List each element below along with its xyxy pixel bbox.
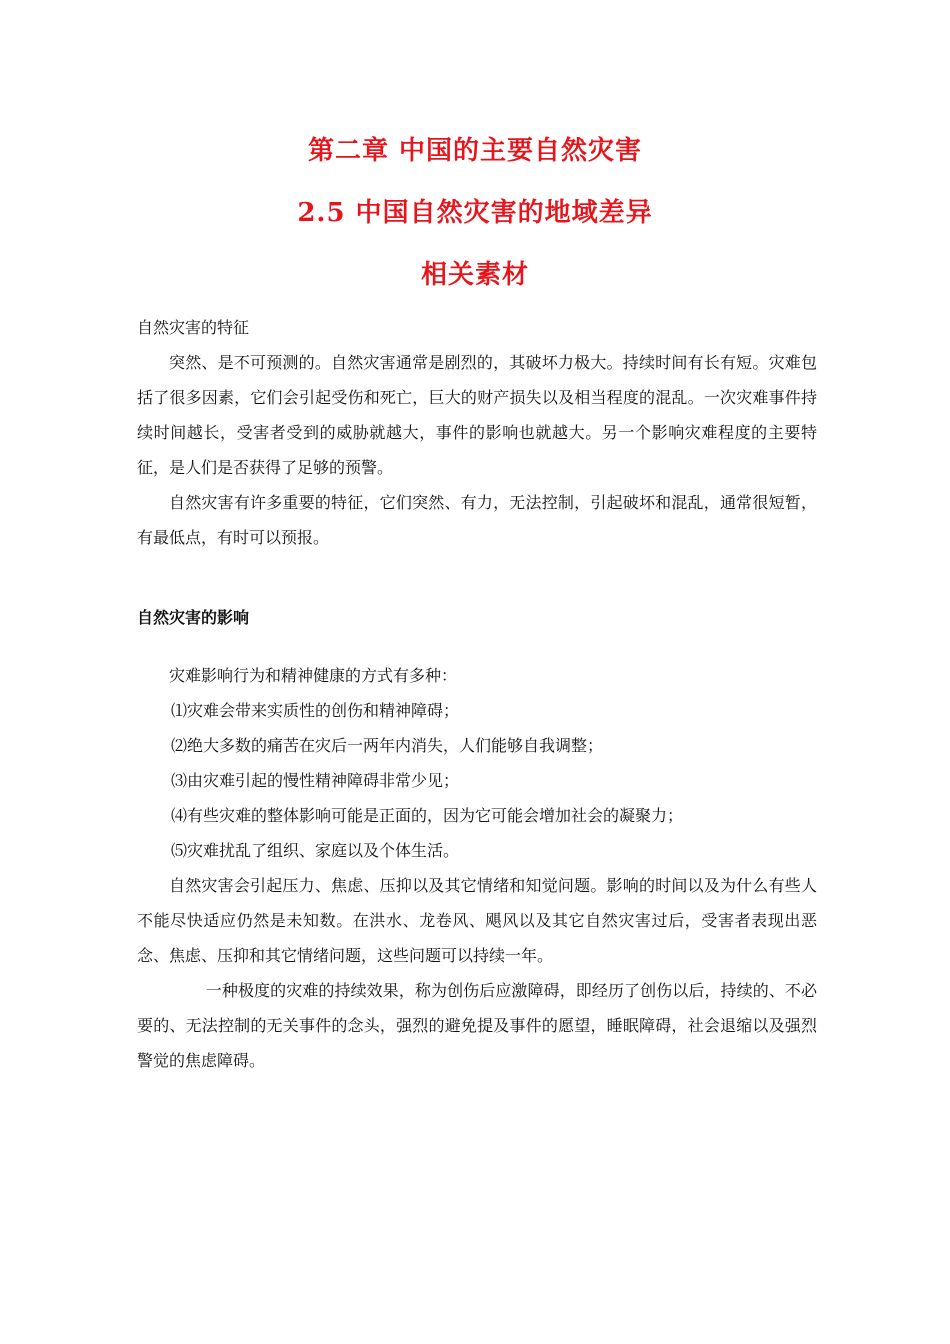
list-item: ⑷有些灾难的整体影响可能是正面的，因为它可能会增加社会的凝聚力； — [171, 806, 684, 825]
list-intro: 灾难影响行为和精神健康的方式有多种： — [169, 666, 458, 685]
list-item: ⑴灾难会带来实质性的创伤和精神障碍； — [171, 701, 460, 720]
chapter-title: 第二章 中国的主要自然灾害 — [307, 136, 643, 166]
section-title: 2.5 中国自然灾害的地域差异 — [297, 198, 653, 228]
section-heading: 自然灾害的影响 — [137, 608, 250, 627]
section-impacts — [137, 658, 817, 1078]
list-item: ⑶由灾难引起的慢性精神障碍非常少见； — [171, 771, 460, 790]
paragraph: 自然灾害有许多重要的特征，它们突然、有力，无法控制，引起破坏和混乱，通常很短暂，有最低点，有时可以预报。 — [137, 493, 817, 547]
section-characteristics — [137, 310, 817, 555]
paragraph: 突然、是不可预测的。自然灾害通常是剧烈的，其破坏力极大。持续时间有长有短。灾难包括了很多因素，它们会引起受伤和死亡，巨大的财产损失以及相当程度的混乱。一次灾难事件持续时间越长，受害者受到的威胁就越大，事件的影响也就越大。另一个影响灾难程度的主要特征，是人们是否获得了足够的预警。 — [137, 353, 817, 477]
section-impacts-heading-block — [137, 600, 817, 635]
list-item: ⑸灾难扰乱了组织、家庭以及个体生活。 — [171, 841, 460, 860]
subtitle: 相关素材 — [420, 260, 529, 290]
section-heading: 自然灾害的特征 — [137, 318, 250, 337]
paragraph: 一种极度的灾难的持续效果，称为创伤后应激障碍，即经历了创伤以后，持续的、不必要的、无法控制的无关事件的念头，强烈的避免提及事件的愿望，睡眠障碍，社会退缩以及强烈警觉的焦虑障碍。 — [137, 981, 817, 1070]
paragraph: 自然灾害会引起压力、焦虑、压抑以及其它情绪和知觉问题。影响的时间以及为什么有些人不能尽快适应仍然是未知数。在洪水、龙卷风、飓风以及其它自然灾害过后，受害者表现出恶念、焦虑、压抑和其它情绪问题，这些问题可以持续一年。 — [137, 876, 817, 965]
list-item: ⑵绝大多数的痛苦在灾后一两年内消失，人们能够自我调整； — [171, 736, 604, 755]
